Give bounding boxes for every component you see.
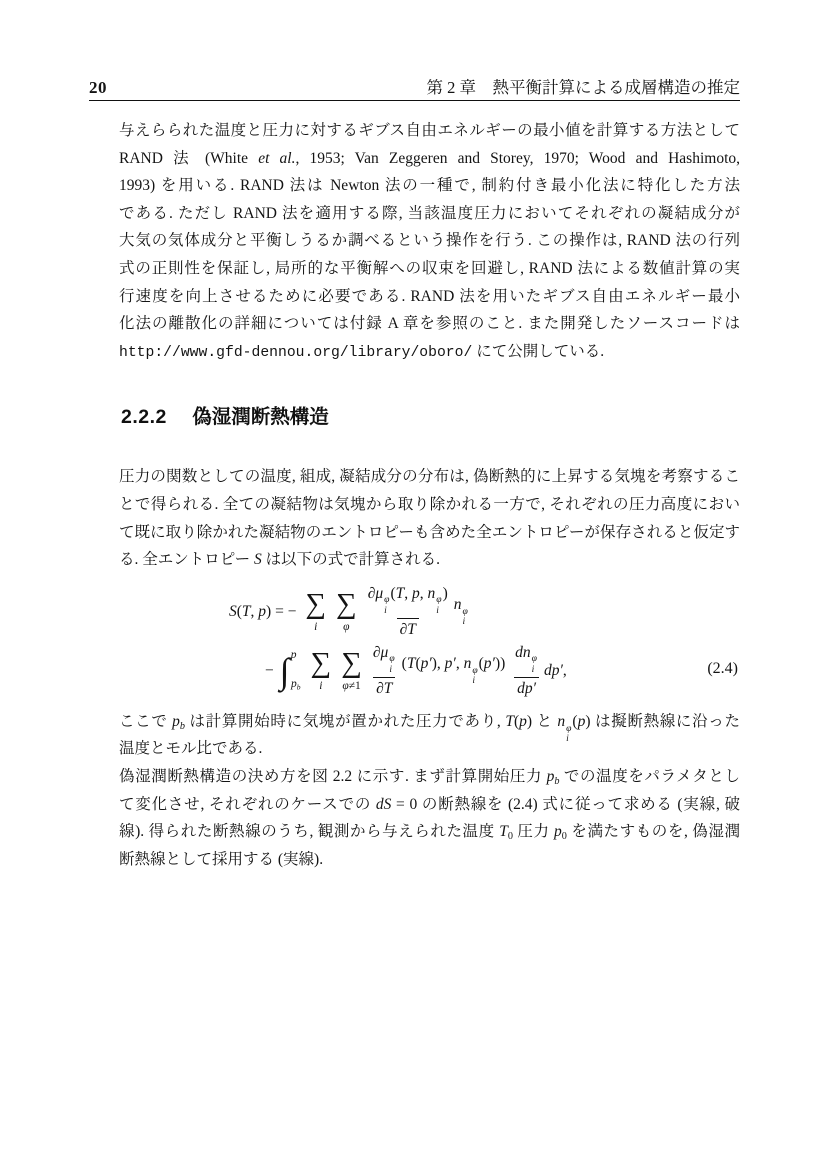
- text-run: [463, 617, 466, 627]
- sup-sub: [389, 654, 394, 675]
- text-run: dS: [375, 795, 392, 813]
- text-run: (: [513, 712, 520, 730]
- text-run: p: [290, 677, 297, 690]
- text-run: とで得られる. 全ての凝結物は気塊から取り除かれる一方で, それぞれの圧力高度におい: [119, 495, 740, 513]
- text-run: p′: [420, 654, 432, 672]
- text-run: )): [494, 654, 510, 672]
- text-run: [544, 662, 567, 680]
- text-run: T: [499, 823, 508, 841]
- page-body: [119, 117, 740, 873]
- sup-sub: [566, 724, 571, 745]
- text-run: 式の正則性を保証し, 局所的な平衡解への収束を回避し, RAND 法による数値計算の実: [119, 259, 740, 277]
- text-run: (: [390, 584, 396, 602]
- text-run: −: [265, 661, 278, 679]
- text-run: [343, 622, 349, 634]
- text-line: [119, 338, 740, 366]
- text-run: 与えらられた温度と圧力に対するギブス自由エネルギーの最小値を計算する方法として: [119, 122, 740, 139]
- text-run: [229, 603, 300, 621]
- text-run: (: [236, 602, 242, 620]
- text-run: p′: [483, 654, 495, 672]
- equation-2-4: [119, 586, 740, 700]
- text-run: ) と: [526, 712, 558, 730]
- text-line: [119, 227, 740, 255]
- text-run: b: [296, 681, 301, 691]
- text-line: [119, 519, 740, 547]
- text-run: p: [172, 712, 180, 730]
- text-run: http://www.gfd-dennou.org/library/oboro/: [119, 344, 473, 361]
- text-run: (: [415, 654, 421, 672]
- text-run: T: [505, 712, 514, 730]
- text-run: 偽湿潤断熱構造の決め方を図 2.2 に示す. まず計算開始圧力: [119, 767, 547, 785]
- sum-operator: [336, 587, 357, 634]
- text-run: [370, 644, 399, 678]
- sup-sub: [472, 666, 477, 687]
- fraction: [365, 585, 451, 639]
- text-run: [384, 606, 387, 616]
- text-run: φ: [531, 653, 537, 665]
- paragraph-rand-method: [119, 117, 740, 365]
- text-run: 温度とモル比である.: [119, 740, 263, 758]
- text-run: ,: [404, 584, 413, 602]
- text-run: ): [442, 584, 448, 602]
- text-run: ) は擬断熱線に沿った: [585, 712, 740, 730]
- section-number: 2.2.2: [121, 406, 167, 429]
- text-run: b: [554, 775, 560, 787]
- text-run: φ: [384, 594, 390, 606]
- text-run: 0: [507, 831, 513, 843]
- text-run: である. ただし RAND 法を適用する際, 当該温度圧力においてそれぞれの凝結成分が: [119, 204, 740, 222]
- text-run: 1993) を用いる. RAND 法は Newton 法の一種で, 制約付き最小化法に特化した方法: [119, 177, 740, 195]
- text-run: ∑: [336, 587, 357, 620]
- text-run: i: [319, 679, 323, 692]
- text-run: にて公開している.: [472, 342, 605, 360]
- sum-operator: [310, 646, 332, 693]
- text-run: (: [572, 712, 578, 730]
- text-run: i: [314, 620, 318, 633]
- text-run: [454, 596, 469, 628]
- text-run: b: [179, 720, 185, 732]
- text-run: S: [254, 551, 262, 569]
- text-run: 化法の離散化の詳細については付録 A 章を参照のこと. また開発したソースコードは: [119, 315, 740, 333]
- text-line: [119, 732, 740, 763]
- text-run: 行速度を向上させるために必要である. RAND 法を用いたギブス自由エネルギー最小: [119, 287, 740, 305]
- text-run: ),: [431, 654, 445, 672]
- text-run: p: [412, 584, 420, 602]
- equation-line-1: [229, 586, 740, 638]
- text-run: p: [290, 648, 297, 661]
- text-run: φ: [472, 664, 478, 676]
- text-run: i: [462, 616, 466, 628]
- running-header-title: 第 2 章 熱平衡計算による成層構造の推定: [426, 78, 740, 97]
- text-run: n: [557, 712, 566, 730]
- text-run: [291, 649, 297, 661]
- equation-line-2: [265, 642, 740, 700]
- text-run: 0: [561, 831, 567, 843]
- text-run: [314, 622, 317, 634]
- text-run: p: [258, 602, 267, 620]
- text-line: [119, 818, 740, 846]
- text-run: n: [463, 654, 472, 672]
- text-line: [119, 463, 740, 491]
- text-run: φ: [342, 679, 349, 692]
- text-run: RAND 法 (White: [119, 149, 259, 167]
- text-run: 線). 得られた断熱線のうち, 観測から与えられた温度: [119, 823, 500, 841]
- text-run: φ: [343, 620, 350, 633]
- text-run: ≠1: [348, 679, 361, 692]
- text-run: [397, 618, 419, 639]
- text-run: ∂T: [376, 680, 393, 698]
- text-run: ここで: [119, 712, 173, 730]
- text-run: ,: [419, 584, 428, 602]
- page-header: [89, 74, 740, 98]
- text-run: i: [436, 604, 439, 616]
- text-run: dp′: [543, 661, 563, 679]
- text-run: て既に取り除かれた凝結物のエントロピーも含めた全エントロピーが保存されると仮定す: [119, 523, 740, 541]
- text-run: ,: [455, 654, 464, 672]
- integral-operator: [279, 648, 301, 691]
- text-run: 大気の気体成分と平衡しうるか調べるという操作を行う. この操作は, RAND 法の行列: [119, 232, 740, 250]
- fraction: [512, 644, 541, 698]
- text-run: [373, 677, 395, 698]
- sup-sub: [436, 595, 441, 616]
- text-line: [119, 546, 740, 574]
- text-run: ∫: [279, 650, 290, 691]
- text-run: n: [427, 584, 436, 602]
- text-run: i: [472, 675, 475, 687]
- text-run: は以下の式で計算される.: [261, 551, 441, 569]
- fraction: [370, 644, 399, 698]
- text-run: は計算開始時に気塊が置かれた圧力であり,: [184, 712, 506, 730]
- text-line: [119, 255, 740, 283]
- text-run: ∂μ: [372, 643, 389, 661]
- section-title: 偽湿潤断熱構造: [192, 406, 329, 429]
- text-run: (: [478, 654, 484, 672]
- text-run: φ: [462, 605, 468, 617]
- text-run: i: [531, 663, 535, 675]
- equation-number: (2.4): [707, 659, 738, 677]
- text-line: [119, 200, 740, 228]
- text-line: [119, 763, 740, 791]
- text-run: et al.: [258, 149, 296, 167]
- text-run: T: [406, 654, 416, 672]
- text-run: る. 全エントロピー: [119, 551, 255, 569]
- text-run: p: [554, 823, 562, 841]
- text-run: n: [453, 595, 462, 613]
- text-run: T: [395, 584, 405, 602]
- text-run: φ: [566, 722, 572, 734]
- text-line: [119, 172, 740, 200]
- text-run: ∂μ: [367, 584, 384, 602]
- text-run: dn: [515, 643, 531, 661]
- text-run: ∂T: [399, 621, 416, 639]
- text-run: φ: [389, 653, 395, 665]
- sup-sub: [463, 607, 468, 628]
- text-run: T: [241, 602, 251, 620]
- text-run: (: [401, 654, 407, 672]
- sup-sub: [532, 654, 537, 675]
- text-run: i: [384, 604, 387, 616]
- section-heading: [121, 401, 740, 429]
- text-run: p: [577, 712, 586, 730]
- text-run: ∑: [341, 646, 362, 679]
- paragraph-equation-symbols: [119, 708, 740, 763]
- text-run: ∑: [310, 646, 332, 679]
- text-run: [319, 681, 322, 693]
- text-line: [119, 791, 740, 819]
- text-line: [119, 145, 740, 173]
- text-line: [119, 708, 740, 744]
- text-run: 圧力の関数としての温度, 組成, 凝結成分の分布は, 偽断熱的に上昇する気塊を考察するこ: [119, 468, 740, 486]
- text-run: ,: [562, 661, 567, 679]
- text-line: [119, 283, 740, 311]
- text-run: [365, 585, 451, 619]
- sum-operator: [341, 646, 362, 693]
- sup-sub: [384, 595, 389, 616]
- text-run: dp′: [517, 680, 536, 698]
- text-run: での温度をパラメタとし: [559, 767, 740, 785]
- text-run: = 0 の断熱線を (2.4) 式に従って求める (実線, 破: [391, 795, 740, 813]
- text-run: ∑: [305, 587, 327, 620]
- text-run: i: [566, 732, 569, 744]
- text-run: i: [389, 663, 392, 675]
- text-run: を満たすものを, 偽湿潤: [566, 823, 740, 841]
- text-line: [119, 310, 740, 338]
- text-run: て変化させ, それぞれのケースでの: [119, 795, 376, 813]
- paragraph-adiabat-selection: [119, 763, 740, 873]
- text-run: [265, 662, 278, 680]
- text-run: [291, 678, 301, 691]
- text-run: ,: [250, 602, 259, 620]
- text-run: [532, 665, 535, 675]
- page-number: 20: [89, 78, 107, 97]
- sum-operator: [305, 587, 327, 634]
- text-run: 断熱線として採用する (実線).: [119, 850, 324, 868]
- text-run: φ: [436, 594, 442, 606]
- text-run: , 1953; Van Zeggeren and Storey, 1970; Wood and Hashimoto,: [295, 149, 741, 167]
- text-run: [566, 734, 569, 744]
- paragraph-entropy-intro: [119, 463, 740, 573]
- text-run: ) = −: [266, 602, 301, 620]
- text-run: [389, 665, 392, 675]
- text-line: [119, 117, 740, 145]
- text-run: [472, 676, 475, 686]
- text-run: [514, 677, 539, 698]
- text-line: [119, 846, 740, 874]
- text-run: 圧力: [512, 823, 555, 841]
- text-run: [512, 644, 541, 678]
- text-run: S: [229, 602, 237, 620]
- text-line: [119, 491, 740, 519]
- header-rule: [89, 100, 740, 101]
- text-run: p: [546, 767, 555, 785]
- text-run: [436, 606, 439, 616]
- text-run: [402, 655, 510, 687]
- text-run: p′: [444, 654, 456, 672]
- text-run: p: [519, 712, 527, 730]
- text-run: [342, 681, 360, 693]
